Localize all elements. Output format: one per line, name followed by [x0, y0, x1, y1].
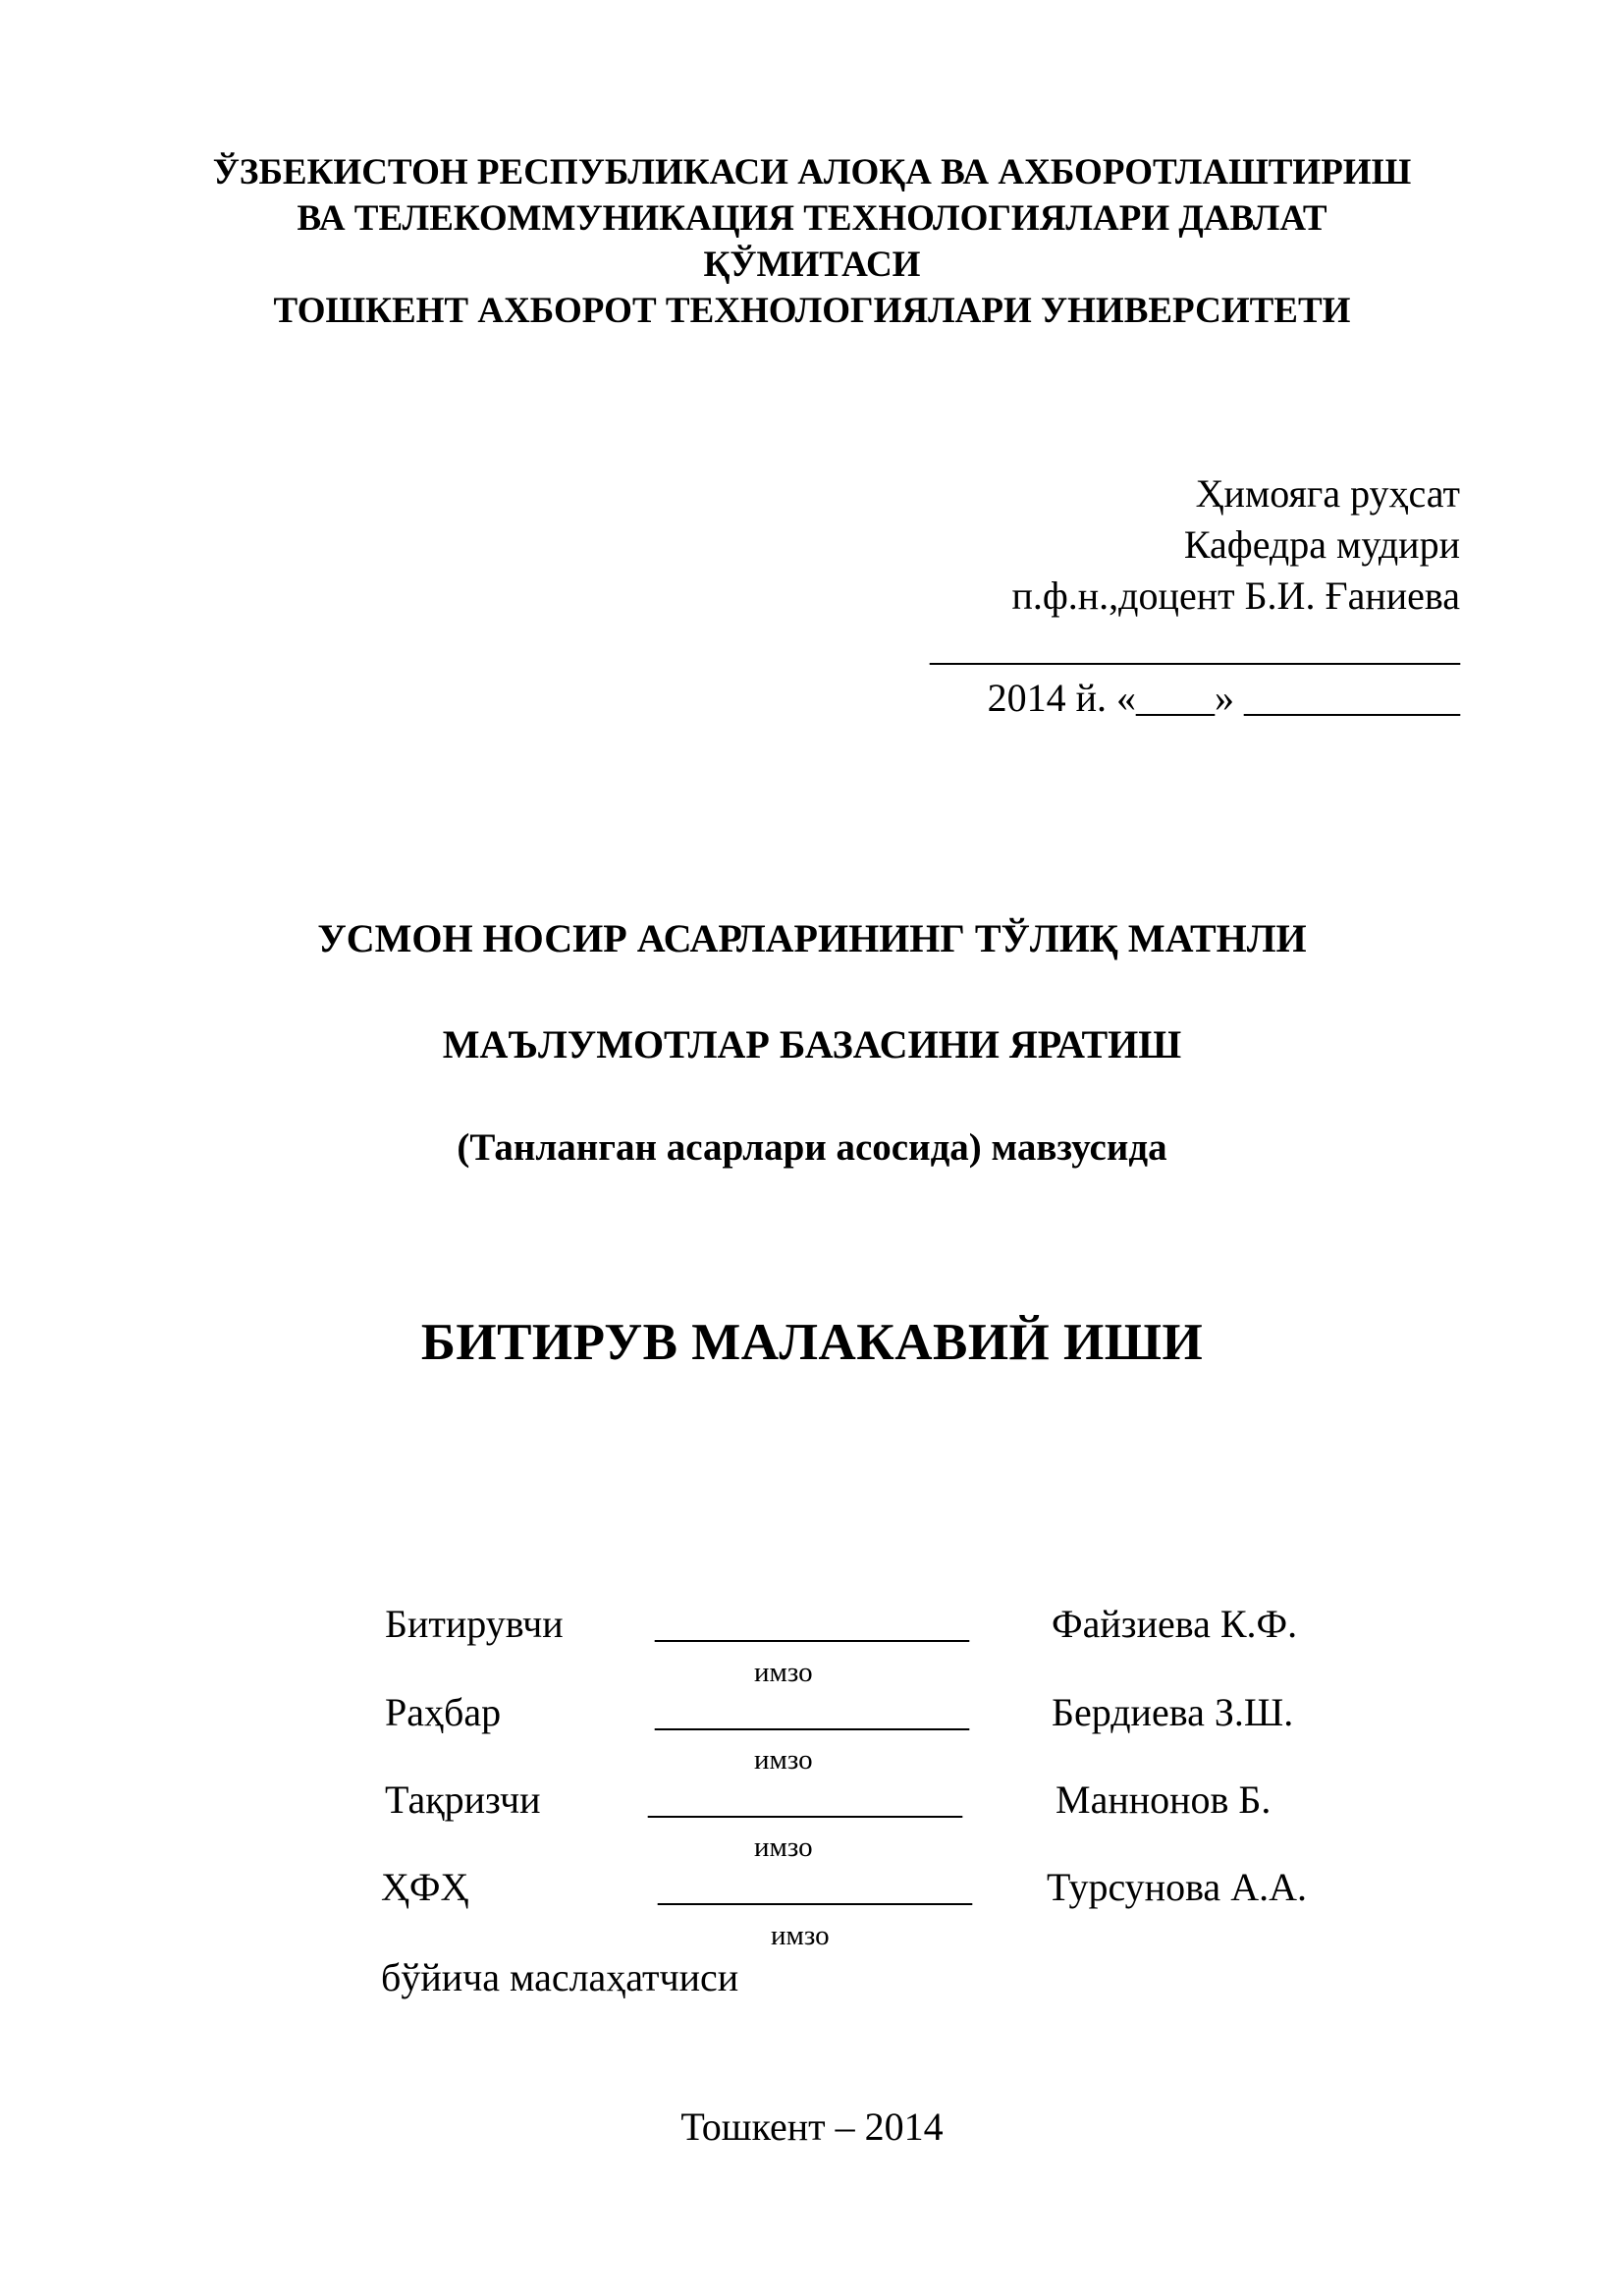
signature-caption: имзо	[771, 1920, 830, 1951]
signatory-name: Файзиева К.Ф.	[1052, 1602, 1298, 1646]
header-line-3: ҚЎМИТАСИ	[703, 245, 921, 285]
approval-position: Кафедра мудири	[1183, 522, 1460, 567]
approval-person: п.ф.н.,доцент Б.И. Ғаниева	[1011, 574, 1460, 618]
approval-signature-line: ___________________________	[930, 625, 1460, 669]
organization-header	[0, 149, 1624, 334]
header-line-1: ЎЗБЕКИСТОН РЕСПУБЛИКАСИ АЛОҚА ВА АХБОРОТЛАШТИРИШ	[212, 152, 1412, 192]
approval-title: Ҳимояга руҳсат	[1195, 471, 1460, 516]
signatory-name: Бердиева З.Ш.	[1052, 1690, 1294, 1734]
signature-role-continued: бўйича маслаҳатчиси	[381, 1955, 739, 1999]
signature-line: ________________	[648, 1777, 962, 1822]
approval-block	[930, 468, 1460, 724]
document-type-title: БИТИРУВ МАЛАКАВИЙ ИШИ	[420, 1314, 1204, 1371]
topic-line-3: (Танланган асарлари асосида) мавзусида	[457, 1126, 1167, 1169]
header-line-2: ВА ТЕЛЕКОММУНИКАЦИЯ ТЕХНОЛОГИЯЛАРИ ДАВЛАТ	[297, 198, 1327, 239]
signature-line: ________________	[655, 1690, 969, 1734]
signature-caption: имзо	[754, 1744, 813, 1776]
topic-line-1: УСМОН НОСИР АСАРЛАРИНИНГ ТЎЛИҚ МАТНЛИ	[317, 916, 1307, 960]
signature-role: Тақризчи	[385, 1777, 541, 1822]
signature-role: Битирувчи	[385, 1602, 564, 1646]
header-line-4: ТОШКЕНТ АХБОРОТ ТЕХНОЛОГИЯЛАРИ УНИВЕРСИТЕТИ	[273, 291, 1351, 331]
signatory-name: Турсунова А.А.	[1047, 1865, 1307, 1909]
city-year: Тошкент – 2014	[680, 2105, 944, 2149]
signatory-name: Маннонов Б.	[1056, 1777, 1272, 1822]
signature-line: ________________	[655, 1602, 969, 1646]
signature-caption: имзо	[754, 1831, 813, 1863]
signature-role: ҲФҲ	[381, 1865, 469, 1909]
approval-date-line: 2014 й. «____» ___________	[987, 676, 1460, 720]
signature-line: ________________	[658, 1865, 972, 1909]
topic-line-2: МАЪЛУМОТЛАР БАЗАСИНИ ЯРАТИШ	[442, 1022, 1182, 1066]
signature-role: Раҳбар	[385, 1690, 502, 1734]
signature-caption: имзо	[754, 1657, 813, 1688]
